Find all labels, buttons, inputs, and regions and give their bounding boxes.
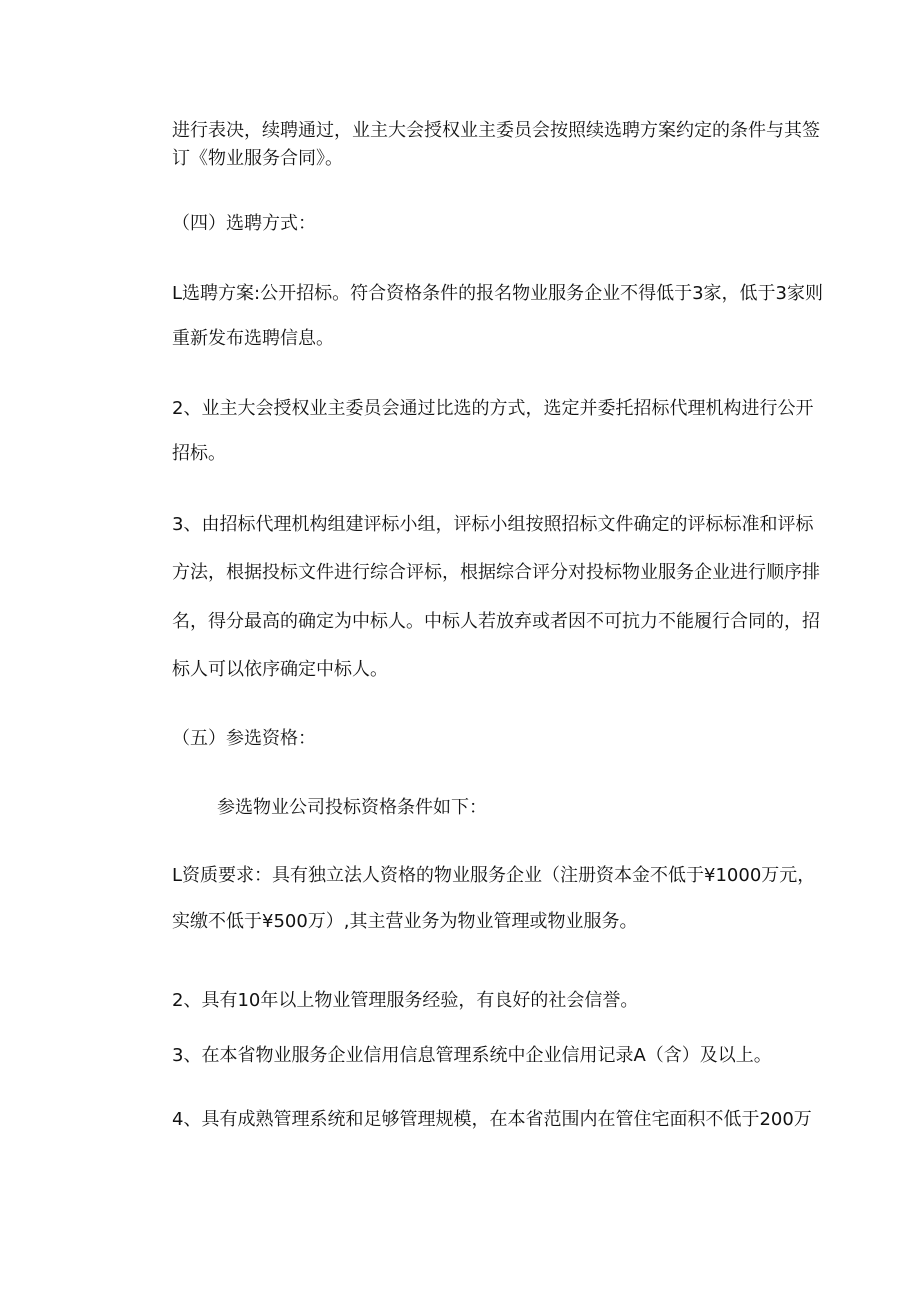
- text-line: 3、由招标代理机构组建评标小组，评标小组按照招标文件确定的评标标准和评标: [172, 514, 814, 535]
- text-line: 重新发布选聘信息。: [172, 328, 334, 349]
- section-heading: （五）参选资格：: [172, 728, 316, 749]
- text-line: L选聘方案:公开招标。符合资格条件的报名物业服务企业不得低于3家，低于3家则: [172, 283, 823, 304]
- section-heading: （四）选聘方式：: [172, 213, 316, 234]
- text-line: 名，得分最高的确定为中标人。中标人若放弃或者因不可抗力不能履行合同的，招: [172, 611, 820, 632]
- text-line: L资质要求：具有独立法人资格的物业服务企业（注册资本金不低于¥1000万元，: [172, 865, 816, 886]
- text-line: 4、具有成熟管理系统和足够管理规模，在本省范围内在管住宅面积不低于200万: [172, 1109, 812, 1130]
- text-line: 2、业主大会授权业主委员会通过比选的方式，选定并委托招标代理机构进行公开: [172, 398, 814, 419]
- text-line: 实缴不低于¥500万）,其主营业务为物业管理或物业服务。: [172, 911, 638, 932]
- text-line: 3、在本省物业服务企业信用信息管理系统中企业信用记录A（含）及以上。: [172, 1045, 772, 1066]
- text-line: 进行表决，续聘通过，业主大会授权业主委员会按照续选聘方案约定的条件与其签: [172, 120, 820, 141]
- text-line: 参选物业公司投标资格条件如下：: [217, 797, 487, 818]
- text-line: 2、具有10年以上物业管理服务经验，有良好的社会信誉。: [172, 990, 639, 1011]
- text-line: 方法，根据投标文件进行综合评标，根据综合评分对投标物业服务企业进行顺序排: [172, 562, 820, 583]
- text-line: 标人可以依序确定中标人。: [172, 659, 388, 680]
- text-line: 订《物业服务合同》。: [172, 148, 343, 169]
- text-line: 招标。: [172, 443, 226, 464]
